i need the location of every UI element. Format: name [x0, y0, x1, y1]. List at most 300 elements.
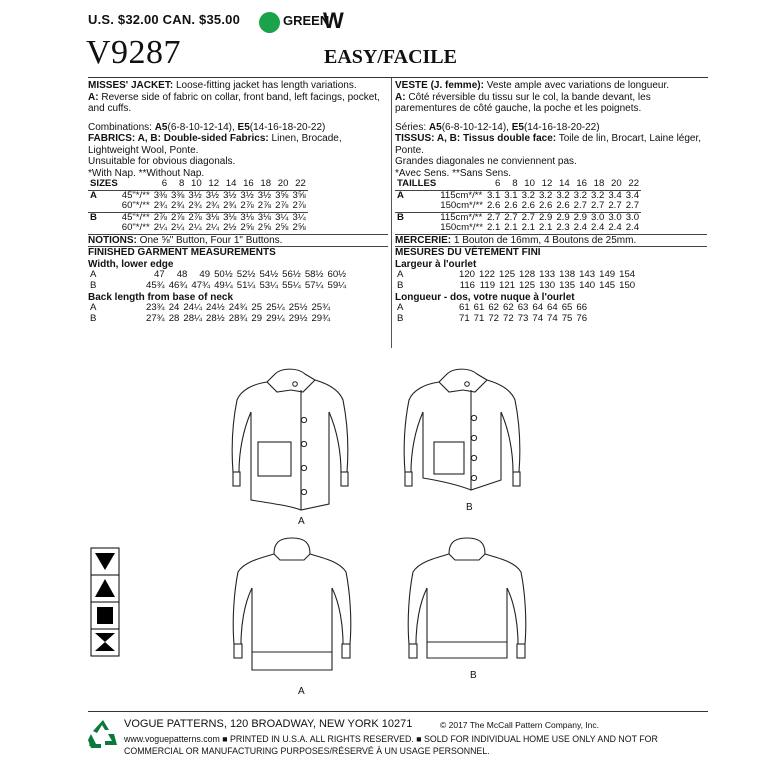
view-cell: A — [397, 269, 404, 281]
right-cuff — [517, 644, 525, 658]
fr-yardage-table — [395, 179, 641, 234]
back-length-label: Back length from base of neck — [88, 291, 234, 303]
yardage-cell: 2.6 — [504, 200, 518, 212]
blank-cell — [120, 179, 152, 190]
yardage-cell: 2¾ — [223, 200, 237, 212]
fr-desc-title: VESTE (J. femme): — [395, 80, 484, 91]
fabric-width-cell: 115cm*/** — [440, 189, 483, 201]
fabric-width-cell: 60"*/** — [121, 222, 150, 234]
measurement-cell: 25 — [251, 302, 263, 314]
unsuitable-note: Unsuitable for obvious diagonals. — [88, 156, 236, 167]
size-header-cell: 12 — [208, 178, 220, 189]
combo-e: E5 — [237, 121, 250, 133]
yardage-cell: 3.2 — [538, 189, 553, 201]
measurement-cell: 59¼ — [327, 280, 347, 292]
view-cell: A — [90, 302, 97, 314]
yardage-cell: 3½ — [257, 189, 272, 201]
view-cell: B — [397, 280, 404, 292]
measurement-cell: 56½ — [282, 269, 301, 281]
measurement-cell: 61 — [459, 302, 470, 314]
price: U.S. $32.00 CAN. $35.00 — [88, 12, 241, 27]
fr-mercerie-text: 1 Bouton de 16mm, 4 Boutons de 25mm. — [451, 234, 637, 246]
measurement-cell: 138 — [559, 269, 576, 281]
yardage-cell: 3.0 — [608, 211, 622, 223]
measurement-cell: 28¼ — [183, 312, 203, 324]
size-header-cell: 18 — [260, 178, 272, 189]
collar-button — [465, 382, 470, 387]
size-header-cell: 10 — [524, 178, 535, 189]
measurement-cell: 143 — [579, 269, 596, 281]
measurement-cell: 25½ — [288, 302, 308, 314]
view-cell: A — [90, 269, 97, 281]
footer-divider — [88, 711, 708, 712]
yardage-cell: 3.4 — [625, 189, 640, 201]
measurement-cell: 76 — [576, 312, 588, 324]
button — [471, 455, 476, 460]
measurement-cell: 47¾ — [191, 280, 211, 292]
yardage-cell: 3⅜ — [171, 189, 185, 201]
collar — [449, 538, 485, 560]
measurement-cell: 61 — [473, 302, 485, 314]
yardage-cell: 2.7 — [504, 211, 518, 223]
yardage-cell: 3⅝ — [275, 189, 289, 201]
fr-desc-a-text: Côté réversible du tissu sur le col, la bande devant, les parementures de côté gauche, la poche et les poignets. — [395, 91, 651, 114]
yardage-cell: 2.7 — [486, 211, 501, 223]
size-header-cell: 22 — [628, 178, 640, 189]
measurement-cell: 29 — [251, 312, 263, 324]
button — [471, 435, 476, 440]
measurement-cell: 73 — [517, 312, 529, 324]
yardage-cell: 3.2 — [556, 189, 570, 201]
measurement-cell: 128 — [519, 269, 536, 281]
fr-mercerie-label: MERCERIE: — [395, 234, 452, 246]
yardage-cell: 3.0 — [625, 211, 640, 223]
yardage-cell: 2.7 — [573, 200, 587, 212]
button — [301, 441, 306, 446]
desc-a-label: A: — [88, 91, 99, 103]
yardage-cell: 2.3 — [556, 222, 570, 234]
yardage-cell: 2.1 — [538, 222, 553, 234]
pocket — [258, 442, 291, 476]
yardage-cell: 2.6 — [521, 200, 535, 212]
pocket — [434, 442, 464, 474]
button — [471, 415, 476, 420]
measurement-cell: 64 — [547, 302, 558, 314]
yardage-cell: 2.1 — [521, 222, 535, 234]
fabric-width-cell: 45"*/** — [121, 189, 150, 201]
width-table — [88, 270, 348, 291]
fr-back-length-table — [395, 303, 589, 324]
jacket-back-b-illustration — [397, 530, 537, 670]
color-dot — [259, 12, 280, 33]
recycle-icon — [87, 718, 119, 750]
measurement-cell: 28½ — [206, 312, 225, 324]
measurement-cell: 63 — [517, 302, 529, 314]
right-cuff — [513, 472, 520, 486]
button — [471, 475, 476, 480]
yardage-cell: 2¾ — [188, 200, 202, 212]
yardage-cell: 3⅛ — [205, 211, 220, 223]
table-row — [88, 281, 348, 292]
collar — [267, 369, 315, 392]
size-header-cell: 8 — [179, 178, 185, 189]
fr-series-e-sizes: (14-16-18-20-22) — [523, 121, 600, 133]
yardage-cell: 2.4 — [625, 222, 640, 234]
combos-label: Combinations: — [88, 121, 155, 133]
yardage-cell: 2.4 — [608, 222, 622, 234]
measurement-cell: 45¾ — [146, 280, 165, 292]
yardage-cell: 2⅝ — [292, 222, 306, 234]
finished-label: FINISHED GARMENT MEASUREMENTS — [88, 246, 388, 259]
yardage-cell: 2.4 — [591, 222, 605, 234]
yardage-cell: 2⅞ — [188, 211, 202, 223]
yardage-cell: 2¾ — [171, 200, 185, 212]
fr-nap-note: *Avec Sens. **Sans Sens. — [395, 167, 511, 179]
measurement-cell: 52½ — [236, 269, 256, 281]
square-icon — [97, 607, 113, 624]
header-divider — [88, 77, 708, 78]
measurement-cell: 48 — [176, 269, 188, 281]
left-cuff — [405, 472, 412, 486]
measurement-cell: 66 — [576, 302, 588, 314]
measurement-cell: 50½ — [214, 269, 233, 281]
view-cell — [88, 223, 120, 234]
yardage-cell: 3⅜ — [153, 189, 168, 201]
nap-note: *With Nap. **Without Nap. — [88, 167, 205, 179]
measurement-cell: 75 — [561, 312, 573, 324]
footer-line-2: www.voguepatterns.com ■ PRINTED IN U.S.A. ALL RIGHTS RESERVED. ■ SOLD FOR INDIVIDUAL HOME USE ONLY AND NOT FOR — [124, 734, 658, 744]
measurement-cell: 62 — [488, 302, 500, 314]
measurement-cell: 140 — [579, 280, 596, 292]
fr-series-label: Séries: — [395, 121, 429, 133]
yardage-cell: 2¾ — [153, 200, 168, 212]
left-sleeve — [232, 382, 267, 472]
yardage-cell: 3.0 — [591, 211, 605, 223]
yardage-cell: 2⅞ — [275, 200, 289, 212]
view-cell: B — [90, 312, 97, 324]
size-header-cell: 16 — [576, 178, 587, 189]
fabric-width-cell: 60"*/** — [121, 200, 150, 212]
view-label-front-a: A — [298, 516, 305, 527]
fr-series-a-sizes: (6-8-10-12-14), — [441, 121, 512, 133]
yardage-cell: 2.9 — [538, 211, 553, 223]
french-column — [395, 80, 707, 324]
measurement-cell: 57¼ — [304, 280, 324, 292]
measurement-cell: 74 — [547, 312, 558, 324]
size-header-cell: 6 — [161, 178, 168, 189]
measurement-cell: 62 — [503, 302, 514, 314]
fr-back-length-label: Longueur - dos, votre nuque à l'ourlet — [395, 291, 575, 303]
footer-company: VOGUE PATTERNS, 120 BROADWAY, NEW YORK 10271 — [124, 718, 413, 730]
yardage-cell: 2.6 — [538, 200, 553, 212]
yardage-cell: 2.7 — [521, 211, 535, 223]
view-cell: B — [397, 312, 404, 324]
notions-text: One ⅝" Button, Four 1" Buttons. — [136, 234, 283, 246]
view-cell: A — [90, 189, 97, 201]
yardage-cell: 3½ — [223, 189, 237, 201]
table-header-row — [395, 179, 641, 190]
table-row — [395, 281, 637, 292]
yardage-cell: 2¾ — [205, 200, 220, 212]
jacket-body — [427, 588, 507, 658]
measurement-cell: 51¼ — [236, 280, 256, 292]
jacket-body — [251, 412, 329, 510]
yardage-cell: 2¼ — [188, 222, 202, 234]
jacket-back-a-illustration — [222, 530, 362, 680]
yardage-cell: 3½ — [188, 189, 202, 201]
yardage-cell: 2.6 — [486, 200, 501, 212]
yardage-cell: 2⅞ — [171, 211, 185, 223]
view-cell: A — [397, 302, 404, 314]
measurement-cell: 72 — [503, 312, 514, 324]
yardage-cell: 3.1 — [486, 189, 501, 201]
sizes-header: TAILLES — [397, 178, 437, 189]
size-header-cell: 22 — [295, 178, 306, 189]
measurement-cell: 28¾ — [228, 312, 248, 324]
measurement-cell: 49¼ — [214, 280, 233, 292]
yardage-cell: 2.1 — [504, 222, 518, 234]
button — [301, 417, 306, 422]
yardage-cell: 3⅛ — [240, 211, 254, 223]
left-cuff — [234, 644, 242, 658]
width-label: Width, lower edge — [88, 258, 174, 270]
yardage-cell: 2.6 — [556, 200, 570, 212]
measurement-cell: 120 — [459, 269, 476, 281]
view-cell: B — [397, 211, 404, 223]
fr-series-a: A5 — [428, 121, 442, 133]
table-header-row — [88, 179, 308, 190]
fr-width-label: Largeur à l'ourlet — [395, 258, 477, 270]
yardage-cell: 3½ — [205, 189, 220, 201]
measurement-cell: 29½ — [288, 312, 308, 324]
yardage-cell: 2⅞ — [257, 200, 272, 212]
size-header-cell: 8 — [512, 178, 518, 189]
fabric-width-cell: 115cm*/** — [440, 211, 483, 223]
measurement-cell: 24½ — [206, 302, 225, 314]
measurement-cell: 135 — [559, 280, 576, 292]
fr-series-e: E5 — [511, 121, 524, 133]
measurement-cell: 24¼ — [183, 302, 203, 314]
sizes-header: SIZES — [90, 178, 118, 189]
yardage-cell: 2¼ — [171, 222, 185, 234]
yardage-cell: 2½ — [223, 222, 237, 234]
measurement-cell: 23¾ — [146, 302, 165, 314]
yardage-cell: 2⅝ — [275, 222, 289, 234]
pattern-number: V9287 — [86, 34, 182, 71]
measurement-cell: 149 — [599, 269, 616, 281]
measurement-cell: 154 — [619, 269, 636, 281]
measurement-cell: 122 — [479, 269, 496, 281]
right-sleeve — [485, 554, 526, 644]
yardage-cell: 2¼ — [153, 222, 168, 234]
english-column — [88, 80, 388, 324]
button — [301, 489, 306, 494]
table-row — [395, 314, 589, 325]
yardage-cell: 3.2 — [573, 189, 587, 201]
measurement-cell: 27¾ — [146, 312, 165, 324]
view-label-back-b: B — [470, 670, 477, 681]
measurement-cell: 130 — [539, 280, 556, 292]
measurement-cell: 29¾ — [311, 312, 331, 324]
measurement-cell: 121 — [499, 280, 516, 292]
table-row — [395, 212, 641, 223]
fabric-width-cell: 150cm*/** — [440, 222, 483, 234]
measurement-cell: 55¼ — [282, 280, 301, 292]
table-row — [88, 223, 308, 234]
measurement-cell: 71 — [459, 312, 470, 324]
measurement-cell: 28 — [168, 312, 180, 324]
desc-title: MISSES' JACKET: — [88, 80, 174, 91]
jacket-body — [423, 412, 501, 490]
fabric-width-cell: 45"*/** — [121, 211, 150, 223]
measurement-cell: 133 — [539, 269, 556, 281]
measurement-cell: 64 — [532, 302, 544, 314]
size-header-cell: 18 — [593, 178, 605, 189]
yardage-cell: 2⅞ — [292, 200, 306, 212]
right-cuff — [342, 644, 350, 658]
measurement-cell: 46¾ — [168, 280, 188, 292]
view-cell: A — [397, 189, 404, 201]
measurement-cell: 25¾ — [311, 302, 331, 314]
fr-tissus-label: TISSUS: A, B: Tissus double face: — [395, 133, 557, 144]
size-header-cell: 16 — [243, 178, 254, 189]
measurement-cell: 47 — [154, 269, 165, 281]
column-divider — [391, 78, 392, 348]
yardage-cell: 3¼ — [275, 211, 289, 223]
fabrics-label: FABRICS: A, B: Double-sided Fabrics: — [88, 133, 269, 144]
yardage-cell: 2.9 — [573, 211, 587, 223]
brand-logo: W — [323, 8, 344, 33]
fr-width-table — [395, 270, 637, 291]
fr-desc-body: Veste ample avec variations de longueur. — [483, 80, 670, 91]
notions-label: NOTIONS: — [88, 234, 137, 246]
yardage-cell: 3.4 — [608, 189, 622, 201]
view-label-front-b: B — [466, 502, 473, 513]
fr-tissus-text: Toile de lin, Brocart, Laine léger, Ponte. — [395, 133, 702, 156]
measurement-cell: 58½ — [304, 269, 324, 281]
size-header-cell: 6 — [494, 178, 501, 189]
desc-a-text: Reverse side of fabric on collar, front band, left facings, pocket, and cuffs. — [88, 91, 380, 114]
view-cell: B — [90, 211, 97, 223]
measurement-cell: 125 — [519, 280, 536, 292]
measurement-cell: 53¼ — [259, 280, 279, 292]
measurement-cell: 125 — [499, 269, 516, 281]
yardage-cell: 3.1 — [504, 189, 518, 201]
size-header-cell: 10 — [191, 178, 202, 189]
yardage-cell: 2.1 — [486, 222, 501, 234]
yardage-cell: 3⅛ — [223, 211, 237, 223]
fr-finished-label: MESURES DU VÊTEMENT FINI — [395, 246, 707, 259]
table-row — [395, 201, 641, 212]
combo-a: A5 — [154, 121, 168, 133]
left-sleeve — [233, 554, 274, 644]
measurement-cell: 60½ — [327, 269, 347, 281]
yardage-cell: 3⅝ — [292, 189, 306, 201]
difficulty-label: EASY/FACILE — [324, 46, 457, 68]
measurement-cell: 74 — [532, 312, 544, 324]
yardage-cell: 2¼ — [205, 222, 220, 234]
measurement-cell: 24¾ — [228, 302, 248, 314]
measurement-cell: 24 — [168, 302, 180, 314]
desc-body: Loose-fitting jacket has length variations. — [173, 80, 357, 91]
fabric-width-cell: 150cm*/** — [440, 200, 483, 212]
left-cuff — [409, 644, 417, 658]
table-row — [88, 314, 332, 325]
yardage-cell: 3.2 — [591, 189, 605, 201]
yardage-cell: 2.9 — [556, 211, 570, 223]
measurement-cell: 145 — [599, 280, 616, 292]
view-cell — [395, 223, 438, 234]
size-header-cell: 20 — [277, 178, 289, 189]
size-header-cell: 14 — [225, 178, 237, 189]
yardage-cell: 3¼ — [292, 211, 306, 223]
size-header-cell: 20 — [611, 178, 622, 189]
view-cell — [395, 201, 438, 212]
left-cuff — [233, 472, 240, 486]
measurement-cell: 29¼ — [266, 312, 285, 324]
yardage-cell: 2.7 — [591, 200, 605, 212]
jacket-front-a-illustration — [225, 360, 355, 520]
view-cell: B — [90, 280, 97, 292]
footer-copyright: © 2017 The McCall Pattern Company, Inc. — [440, 720, 600, 730]
yardage-cell: 2⅝ — [240, 222, 254, 234]
fr-unsuitable-note: Grandes diagonales ne conviennent pas. — [395, 156, 577, 167]
view-cell — [88, 201, 120, 212]
yardage-cell: 2⅞ — [153, 211, 168, 223]
blank-cell — [438, 179, 485, 190]
combo-a-sizes: (6-8-10-12-14), — [167, 121, 238, 133]
jacket-body — [252, 588, 332, 670]
right-sleeve — [487, 380, 520, 472]
table-row — [395, 223, 641, 234]
collar — [439, 369, 487, 392]
combo-e-sizes: (14-16-18-20-22) — [249, 121, 326, 133]
color-label: GREEN — [283, 13, 330, 28]
yardage-cell: 2⅝ — [257, 222, 272, 234]
measurement-cell: 71 — [473, 312, 485, 324]
measurement-cell: 72 — [488, 312, 500, 324]
symbol-column — [91, 548, 119, 656]
measurement-cell: 25¼ — [266, 302, 285, 314]
measurement-cell: 54½ — [259, 269, 279, 281]
right-sleeve — [310, 554, 351, 644]
yardage-cell: 3.2 — [521, 189, 535, 201]
measurement-cell: 116 — [459, 280, 476, 292]
right-sleeve — [315, 380, 348, 472]
yardage-cell: 2.4 — [573, 222, 587, 234]
yardage-cell: 2.7 — [625, 200, 640, 212]
yardage-table — [88, 179, 308, 234]
yardage-cell: 2⅞ — [240, 200, 254, 212]
table-row — [395, 190, 641, 201]
measurement-cell: 65 — [561, 302, 573, 314]
collar — [274, 538, 310, 560]
measurement-cell: 49 — [199, 269, 211, 281]
view-label-back-a: A — [298, 686, 305, 697]
fabrics-text: Linen, Brocade, Lightweight Wool, Ponte. — [88, 133, 342, 156]
collar-button — [293, 382, 298, 387]
left-sleeve — [408, 554, 449, 644]
footer-line-3: COMMERCIAL OR MANUFACTURING PURPOSES/RÉSERVÉ À UN USAGE PERSONNEL. — [124, 746, 490, 756]
table-row — [88, 201, 308, 212]
yardage-cell: 3½ — [240, 189, 254, 201]
measurement-cell: 150 — [619, 280, 636, 292]
size-header-cell: 14 — [558, 178, 570, 189]
size-header-cell: 12 — [541, 178, 553, 189]
yardage-cell: 3⅛ — [257, 211, 272, 223]
back-length-table — [88, 303, 332, 324]
fr-desc-a-label: A: — [395, 91, 406, 103]
